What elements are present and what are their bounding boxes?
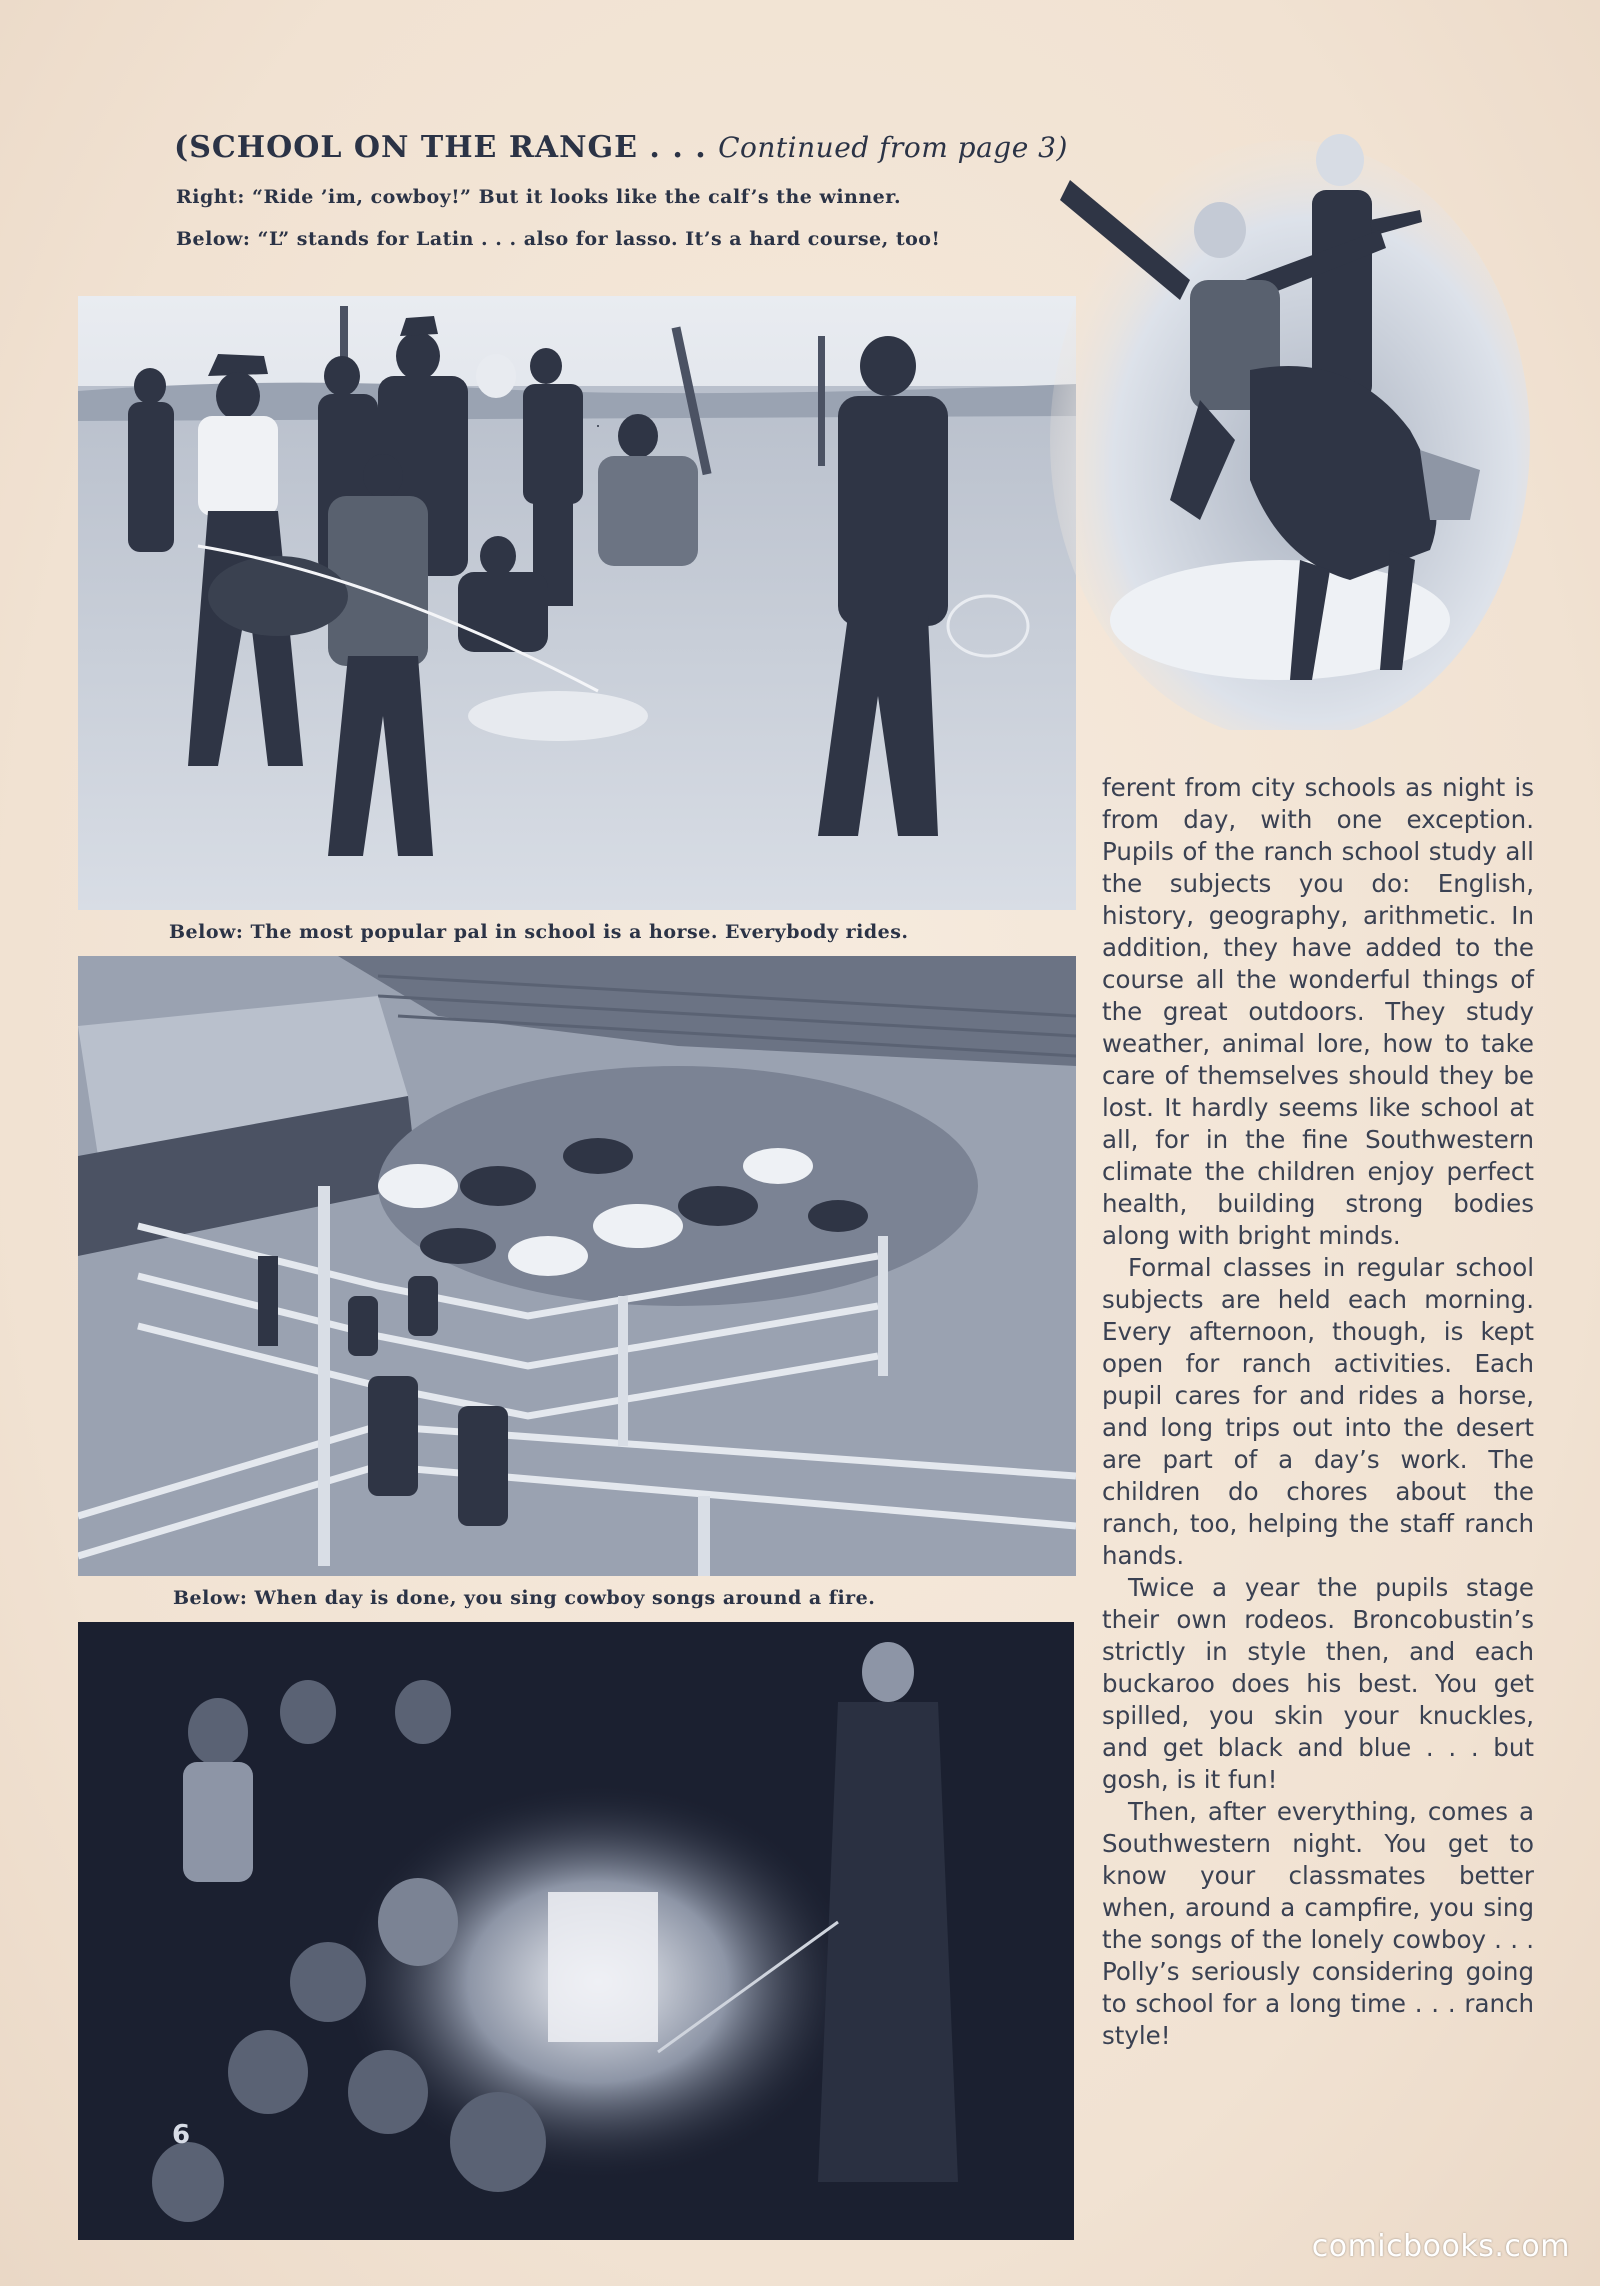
- photo-calf-riding: [1050, 120, 1530, 730]
- article-paragraph-1: ferent from city schools as night is from day, with one exception. Pupils of the ranch school study all the subjects you do: English, history, geography, arithmetic. In addition, they have added to the course all the wonderful things of the great outdoors. They study weather, animal lore, how to take care of themselves should they be lost. It hardly seems like school at all, for in the fine Southwestern climate the children enjoy perfect health, building strong bodies along with bright minds.: [1102, 773, 1534, 1250]
- article-paragraph-3: Twice a year the pupils stage their own rodeos. Broncobustin’s strictly in style then, and each buckaroo does his best. You get spilled, you skin your knuckles, and get black and blue . . . but gosh, is it fun!: [1102, 1573, 1534, 1794]
- caption-below-fire: Below: When day is done, you sing cowboy songs around a fire.: [173, 1587, 876, 1609]
- caption-below-horse: Below: The most popular pal in school is a horse. Everybody rides.: [169, 921, 909, 943]
- caption-below-latin: Below: “L” stands for Latin . . . also for lasso. It’s a hard course, too!: [176, 228, 941, 250]
- caption-right: Right: “Ride ’im, cowboy!” But it looks like the calf’s the winner.: [176, 186, 902, 208]
- site-watermark: comicbooks.com: [1311, 2229, 1570, 2264]
- photo-horse-corral: [78, 956, 1076, 1576]
- photo-campfire: [78, 1622, 1074, 2240]
- title-continued: Continued from page 3): [718, 131, 1068, 164]
- photo-lasso-class: [78, 296, 1076, 910]
- article-paragraph-4: Then, after everything, comes a Southwestern night. You get to know your classmates better when, around a campfire, you sing the songs of the lonely cowboy . . . Polly’s seriously considering going to school for a long time . . . ranch style!: [1102, 1797, 1534, 2050]
- title-main: (SCHOOL ON THE RANGE . . .: [174, 130, 707, 165]
- page-number: 6: [172, 2120, 191, 2150]
- article-paragraph-2: Formal classes in regular school subjects are held each morning. Every afternoon, though, is kept open for ranch activities. Each pupil cares for and rides a horse, and long trips out into the desert are part of a day’s work. The children do chores about the ranch, too, helping the staff ranch hands.: [1102, 1253, 1534, 1570]
- page-title: [174, 130, 1074, 165]
- article-body: [1102, 772, 1534, 2052]
